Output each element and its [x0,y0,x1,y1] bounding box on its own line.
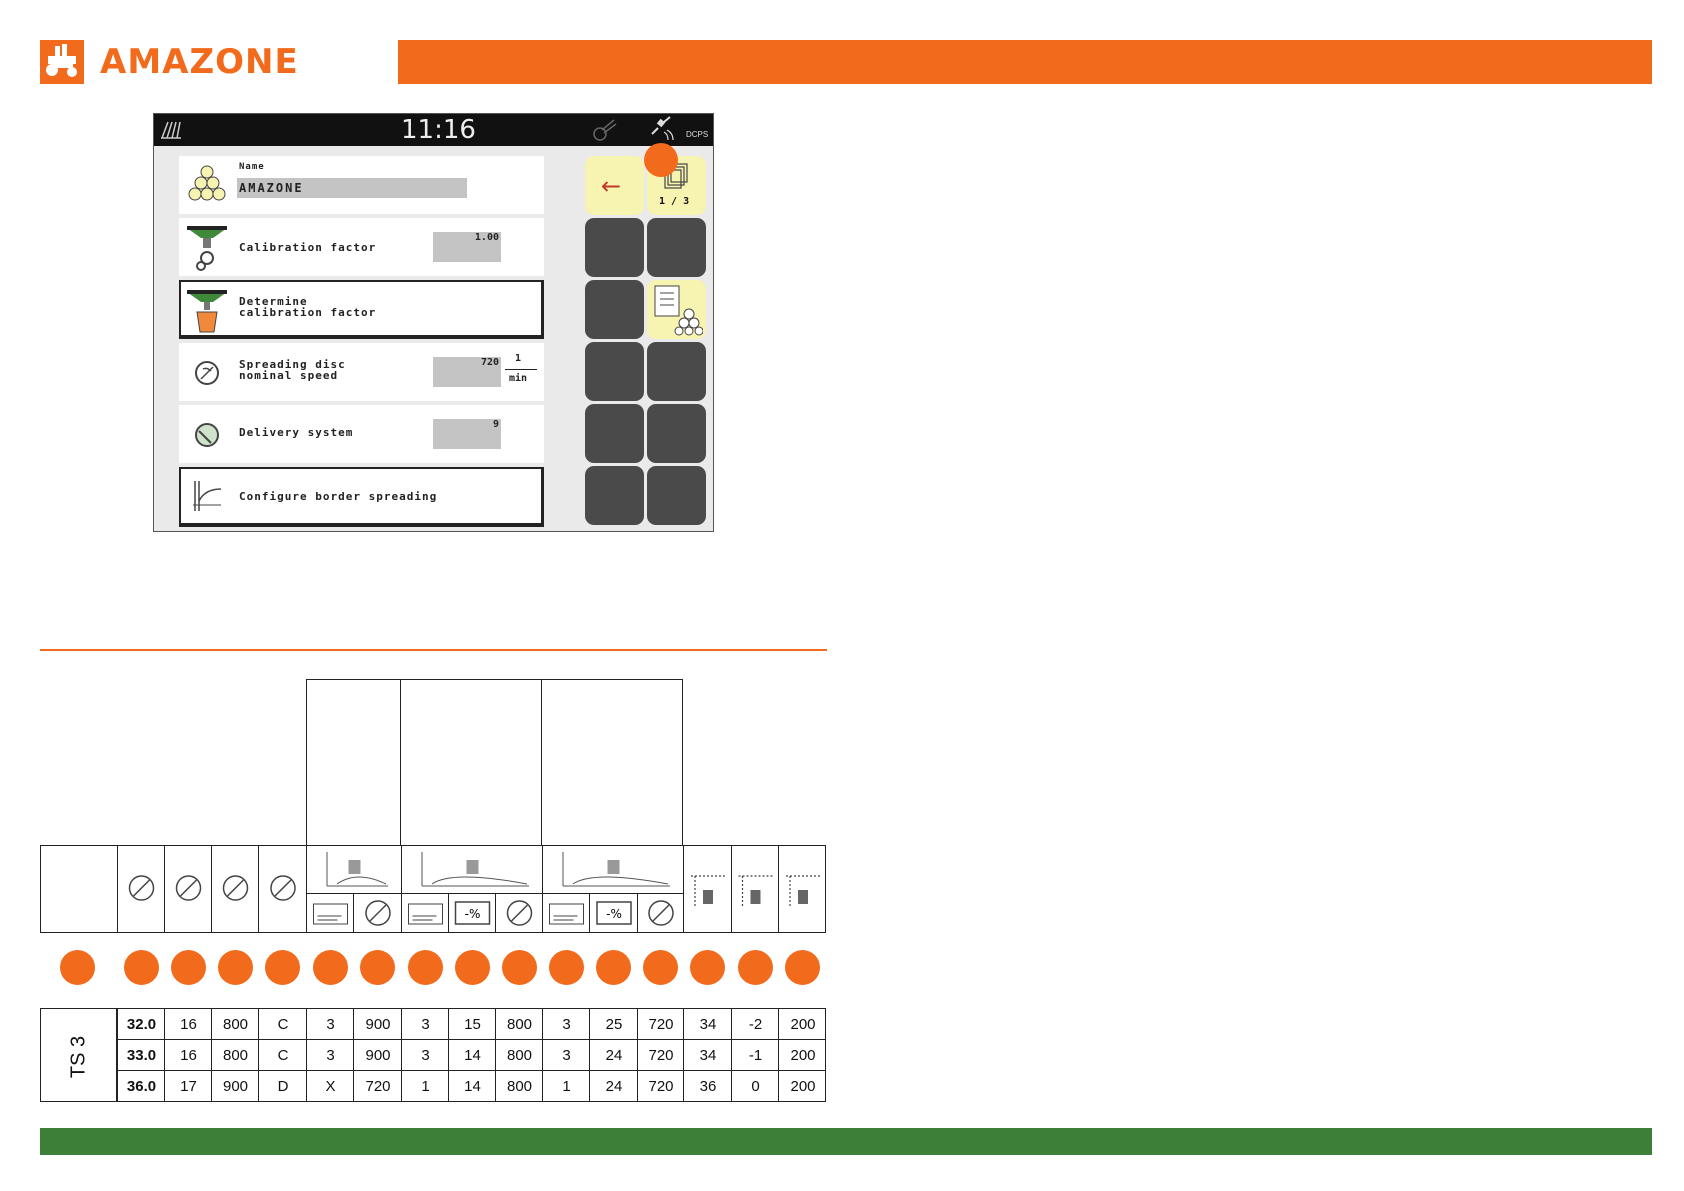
table-cell [495,1039,542,1070]
softkey-blank-5[interactable] [647,342,706,401]
setting-value: 0 [751,1078,760,1095]
application-rate-value: 36.0 [126,1078,157,1095]
setting-value: 14 [464,1078,481,1095]
table-cell [353,1039,401,1070]
callout-dot [124,950,159,985]
table-cell [542,1039,589,1070]
table-cell [589,1070,637,1102]
callout-dot [690,950,725,985]
setting-value: 17 [180,1078,197,1095]
setting-value: 900 [222,1078,249,1095]
terminal-screen [153,113,714,532]
setting-value: 16 [180,1016,197,1033]
determine-label-line1: Determine [239,295,308,308]
quantity-reduction-icon [589,893,637,933]
table-cell [589,1008,637,1039]
table-cell [495,1070,542,1102]
table-cell [683,1039,731,1070]
table-cell [637,1070,683,1102]
calibration-factor-row[interactable] [179,218,544,276]
setting-value: 3 [421,1047,430,1064]
table-cell [306,1008,353,1039]
unit-numerator: 1 [515,353,522,364]
setting-value: 900 [365,1016,391,1033]
header-group-1 [306,679,401,845]
callout-dot [171,950,206,985]
softkey-blank-1[interactable] [585,218,644,277]
setting-value: 800 [506,1016,533,1033]
delivery-system-icon [258,845,306,933]
delivery-system-label: Delivery system [239,426,354,439]
setting-value: 800 [222,1016,249,1033]
header-group-3 [542,679,683,845]
setting-value: 720 [365,1078,391,1095]
table-cell [637,1008,683,1039]
table-cell [353,1008,401,1039]
table-cell [778,1039,826,1070]
callout-dot [265,950,300,985]
border-group-1-icon [306,845,401,893]
calibration-factor-label: Calibration factor [239,241,377,254]
svg-text:-%: -% [606,907,622,921]
disc-label-line1: Spreading disc [239,358,346,371]
row-label: TS 3 [67,1035,90,1079]
table-cell [637,1039,683,1070]
delivery-system-icon [193,421,221,454]
tramline-width-icon [117,845,164,933]
table-cell [589,1039,637,1070]
setting-value: C [277,1016,289,1033]
header-bar [398,40,1652,84]
name-label: Name [239,162,265,172]
header-cell-label [40,845,117,933]
table-cell [778,1008,826,1039]
row-label-cell [40,1008,117,1102]
softkey-blank-8[interactable] [585,466,644,525]
setting-value: 15 [464,1016,481,1033]
table-cell [542,1008,589,1039]
table-cell [448,1008,495,1039]
table-cell [306,1039,353,1070]
table-cell [164,1039,211,1070]
table-cell [495,1008,542,1039]
unit-divider [505,369,537,370]
callout-dot [502,950,537,985]
configure-border-label: Configure border spreading [239,490,438,503]
setting-value: -1 [748,1047,763,1064]
setting-value: 1 [562,1078,571,1095]
softkey-blank-3[interactable] [585,280,644,339]
table-cell [306,1070,353,1102]
border-mode-icon [542,893,589,933]
setting-value: X [325,1078,336,1095]
setting-value: 14 [464,1047,481,1064]
table-cell [211,1039,258,1070]
setting-value: 720 [648,1078,674,1095]
setting-value: C [277,1047,289,1064]
quantity-reduction-icon [448,893,495,933]
callout-dot [738,950,773,985]
delivery-system-row[interactable] [179,405,544,463]
table-cell [117,1070,164,1102]
softkey-blank-7[interactable] [647,404,706,463]
border-group-3-icon [542,845,683,893]
table-cell [117,1008,164,1039]
fertilizer-list-icon [651,284,703,341]
table-cell [448,1070,495,1102]
application-rate-value: 33.0 [126,1047,157,1064]
callout-dot [313,950,348,985]
determine-label-line2: calibration factor [239,306,377,319]
hopper-bucket-icon [183,288,231,341]
disc-height-icon [731,845,778,933]
setting-value: 800 [506,1047,533,1064]
table-cell [164,1070,211,1102]
setting-value: 16 [180,1047,197,1064]
callout-dot [455,950,490,985]
spread-pattern-icon [778,845,826,933]
callout-dot [596,950,631,985]
page-indicator: 1 / 3 [659,196,690,207]
delivery-system-field[interactable]: 9 [433,419,501,449]
table-cell [448,1039,495,1070]
status-bar [154,114,713,146]
disc-speed-field[interactable]: 720 [433,357,501,387]
softkey-blank-2[interactable] [647,218,706,277]
border-disc-speed-icon [353,893,401,933]
table-cell [258,1070,306,1102]
table-cell [731,1039,778,1070]
field-icon [160,120,182,145]
setting-value: 3 [562,1016,571,1033]
callout-marker-terminal [644,143,678,177]
hopper-gear-icon [183,224,231,277]
setting-value: 34 [699,1047,717,1064]
section-divider [40,649,827,651]
setting-value: 24 [605,1078,623,1095]
amazone-logo-icon [40,40,84,84]
setting-value: 3 [562,1047,571,1064]
callout-dot [549,950,584,985]
table-cell [731,1008,778,1039]
spreading-disc-status-icon [592,118,618,147]
setting-value: 720 [648,1047,674,1064]
table-cell [211,1008,258,1039]
border-disc-speed-icon [495,893,542,933]
disc-label-line2: nominal speed [239,369,339,382]
table-cell [258,1008,306,1039]
setting-value: 25 [605,1016,623,1033]
border-spreading-icon [191,479,225,518]
border-mode-icon [401,893,448,933]
softkey-blank-4[interactable] [585,342,644,401]
clock: 11:16 [401,115,476,145]
setting-value: 200 [790,1078,816,1095]
callout-dot [218,950,253,985]
setting-value: 24 [605,1047,623,1064]
setting-value: 1 [421,1078,430,1095]
table-cell [401,1039,448,1070]
name-row[interactable] [179,156,544,214]
setting-value: -2 [748,1016,763,1033]
fertilizer-list-softkey[interactable] [647,280,706,339]
amazone-logo-text: AMAZONE [100,42,299,82]
calibration-factor-field[interactable]: 1.00 [433,232,501,262]
setting-value: 800 [506,1078,533,1095]
unit-denominator: min [509,373,528,384]
arrow-left-icon: ← [601,172,622,200]
working-height-icon [683,845,731,933]
setting-value: 800 [222,1047,249,1064]
spreading-disc-icon [193,359,221,392]
fertilizer-stack-icon [185,162,229,211]
table-cell [731,1070,778,1102]
callout-dot [360,950,395,985]
name-input[interactable]: AMAZONE [237,178,467,198]
setting-value: 36 [699,1078,717,1095]
border-group-2-icon [401,845,542,893]
callout-dot [60,950,95,985]
disc-speed-row[interactable] [179,343,544,401]
back-softkey[interactable] [585,156,644,215]
setting-value: D [277,1078,289,1095]
setting-value: 900 [365,1047,391,1064]
configure-border-button[interactable] [179,467,544,527]
setting-value: 200 [790,1047,816,1064]
setting-value: 200 [790,1016,816,1033]
setting-value: 3 [326,1047,335,1064]
softkey-blank-9[interactable] [647,466,706,525]
border-disc-speed-icon [637,893,683,933]
callout-dot [643,950,678,985]
setting-value: 3 [421,1016,430,1033]
callout-dot [408,950,443,985]
setting-value: 34 [699,1016,717,1033]
table-cell [542,1070,589,1102]
table-cell [164,1008,211,1039]
application-rate-value: 32.0 [126,1016,157,1033]
table-cell [683,1008,731,1039]
table-cell [353,1070,401,1102]
spreading-disc-vane-icon [164,845,211,933]
table-cell [683,1070,731,1102]
determine-calibration-button[interactable] [179,280,544,339]
footer-bar [40,1128,1652,1155]
header-group-2 [401,679,542,845]
table-cell [401,1070,448,1102]
table-cell [258,1039,306,1070]
callout-dot [785,950,820,985]
table-cell [401,1008,448,1039]
table-cell [117,1039,164,1070]
gps-label: DCPS [686,130,709,139]
border-mode-icon [306,893,353,933]
table-cell [211,1070,258,1102]
setting-value: 3 [326,1016,335,1033]
softkey-blank-6[interactable] [585,404,644,463]
setting-value: 720 [648,1016,674,1033]
svg-text:-%: -% [464,907,481,921]
disc-speed-icon [211,845,258,933]
table-cell [778,1070,826,1102]
